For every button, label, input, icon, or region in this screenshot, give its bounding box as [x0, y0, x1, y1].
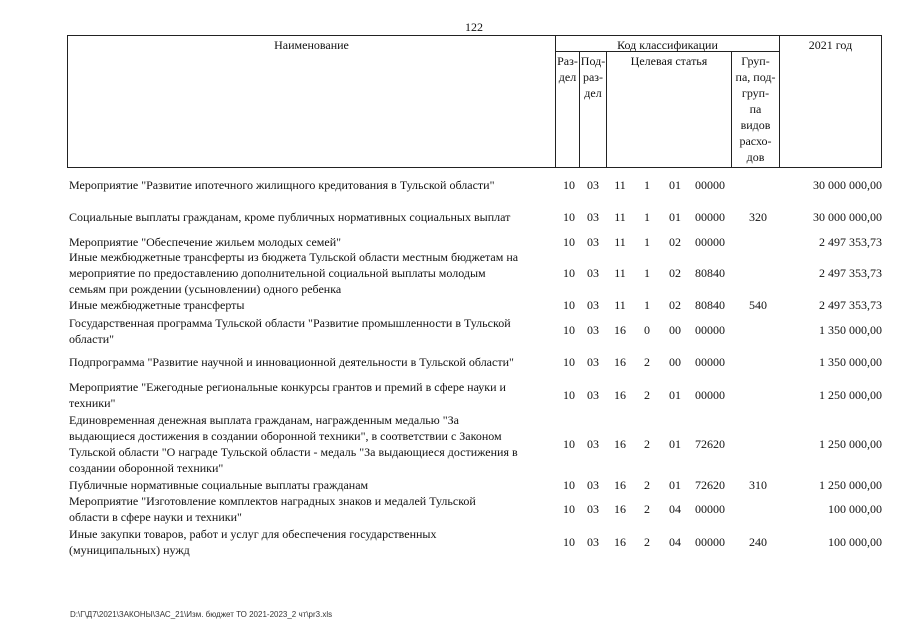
- cell-expense-group: 540: [749, 298, 767, 312]
- cell-target-event: 01: [669, 478, 681, 492]
- cell-target-direction: 00000: [695, 323, 725, 337]
- cell-razdel: 10: [563, 437, 575, 451]
- cell-podrazdel: 03: [587, 355, 599, 369]
- cell-podrazdel: 03: [587, 210, 599, 224]
- row-name: Мероприятие "Ежегодные региональные конкурсы грантов и премий в сфере науки и техники": [69, 380, 506, 410]
- cell-target-program: 16: [614, 355, 626, 369]
- cell-target-direction: 72620: [695, 437, 725, 451]
- header-bottom-border: [67, 167, 882, 168]
- cell-target-direction: 00000: [695, 355, 725, 369]
- row-name: Государственная программа Тульской области "Развитие промышленности в Тульской области": [69, 316, 511, 346]
- cell-target-event: 02: [669, 266, 681, 280]
- cell-target-direction: 00000: [695, 535, 725, 549]
- cell-target-subprogram: 1: [644, 298, 650, 312]
- cell-target-subprogram: 2: [644, 437, 650, 451]
- cell-razdel: 10: [563, 502, 575, 516]
- cell-podrazdel: 03: [587, 298, 599, 312]
- cell-target-direction: 72620: [695, 478, 725, 492]
- cell-target-direction: 00000: [695, 235, 725, 249]
- header-podrazdel: Под- раз- дел: [580, 54, 606, 100]
- file-path-footer: D:\Г\Д7\2021\ЗАКОНЫ\ЗАС_21\Изм. бюджет ТО 2021-2023_2 чт\pr3.xls: [70, 610, 333, 619]
- cell-razdel: 10: [563, 355, 575, 369]
- cell-amount: 30 000 000,00: [813, 178, 882, 192]
- cell-target-subprogram: 1: [644, 210, 650, 224]
- cell-target-event: 01: [669, 388, 681, 402]
- cell-podrazdel: 03: [587, 535, 599, 549]
- cell-target-subprogram: 1: [644, 178, 650, 192]
- cell-razdel: 10: [563, 478, 575, 492]
- row-name: Публичные нормативные социальные выплаты гражданам: [69, 478, 369, 492]
- cell-target-event: 01: [669, 210, 681, 224]
- cell-amount: 1 250 000,00: [819, 388, 882, 402]
- cell-target-event: 01: [669, 437, 681, 451]
- header-name: Наименование: [274, 38, 349, 52]
- cell-podrazdel: 03: [587, 502, 599, 516]
- cell-amount: 2 497 353,73: [819, 235, 882, 249]
- row-name: Подпрограмма "Развитие научной и инновационной деятельности в Тульской области": [69, 355, 514, 369]
- cell-razdel: 10: [563, 535, 575, 549]
- cell-target-program: 16: [614, 535, 626, 549]
- cell-target-subprogram: 2: [644, 478, 650, 492]
- cell-podrazdel: 03: [587, 266, 599, 280]
- cell-expense-group: 310: [749, 478, 767, 492]
- row-name: Мероприятие "Обеспечение жильем молодых семей": [69, 235, 342, 249]
- cell-target-program: 16: [614, 388, 626, 402]
- row-name: Единовременная денежная выплата гражданам, награжденным медалью "За выдающиеся достижения в создании оборонной техники", в соответствии с Законом Тульской области "О награде Тульской области - медаль "За выдающиеся достижения в создании оборонной техники": [69, 413, 518, 475]
- cell-target-program: 16: [614, 502, 626, 516]
- cell-target-subprogram: 2: [644, 502, 650, 516]
- cell-amount: 100 000,00: [828, 502, 882, 516]
- cell-razdel: 10: [563, 178, 575, 192]
- header-target: Целевая статья: [630, 54, 708, 68]
- cell-target-program: 16: [614, 437, 626, 451]
- header-group: Груп- па, под- груп- па видов расхо- дов: [735, 54, 776, 164]
- cell-target-event: 02: [669, 298, 681, 312]
- cell-razdel: 10: [563, 210, 575, 224]
- cell-target-program: 11: [614, 266, 626, 280]
- cell-amount: 1 250 000,00: [819, 437, 882, 451]
- cell-amount: 2 497 353,73: [819, 298, 882, 312]
- cell-target-subprogram: 2: [644, 388, 650, 402]
- cell-podrazdel: 03: [587, 235, 599, 249]
- header-razdel: Раз- дел: [557, 54, 578, 84]
- cell-target-program: 11: [614, 178, 626, 192]
- cell-target-event: 04: [669, 502, 681, 516]
- cell-target-direction: 80840: [695, 298, 725, 312]
- header-year: 2021 год: [808, 38, 853, 52]
- cell-target-direction: 80840: [695, 266, 725, 280]
- cell-podrazdel: 03: [587, 178, 599, 192]
- cell-amount: 1 350 000,00: [819, 355, 882, 369]
- cell-razdel: 10: [563, 323, 575, 337]
- row-name: Иные закупки товаров, работ и услуг для обеспечения государственных (муниципальных) нужд: [69, 527, 437, 557]
- row-name: Иные межбюджетные трансферты: [69, 298, 245, 312]
- cell-podrazdel: 03: [587, 437, 599, 451]
- cell-target-subprogram: 2: [644, 535, 650, 549]
- cell-amount: 100 000,00: [828, 535, 882, 549]
- cell-target-event: 00: [669, 355, 681, 369]
- row-name: Мероприятие "Развитие ипотечного жилищного кредитования в Тульской области": [69, 178, 495, 192]
- cell-podrazdel: 03: [587, 323, 599, 337]
- header-code-group: Код классификации: [617, 38, 718, 52]
- cell-razdel: 10: [563, 298, 575, 312]
- header-right-border: [881, 35, 882, 168]
- cell-amount: 1 350 000,00: [819, 323, 882, 337]
- cell-target-subprogram: 2: [644, 355, 650, 369]
- page-number: 122: [465, 20, 483, 34]
- cell-target-program: 11: [614, 235, 626, 249]
- cell-target-event: 04: [669, 535, 681, 549]
- cell-amount: 1 250 000,00: [819, 478, 882, 492]
- cell-podrazdel: 03: [587, 388, 599, 402]
- cell-target-program: 16: [614, 323, 626, 337]
- cell-target-subprogram: 1: [644, 235, 650, 249]
- cell-target-program: 16: [614, 478, 626, 492]
- cell-expense-group: 240: [749, 535, 767, 549]
- cell-target-subprogram: 1: [644, 266, 650, 280]
- cell-podrazdel: 03: [587, 478, 599, 492]
- cell-razdel: 10: [563, 388, 575, 402]
- cell-target-event: 00: [669, 323, 681, 337]
- cell-amount: 30 000 000,00: [813, 210, 882, 224]
- header-top-border: [67, 35, 882, 36]
- row-name: Мероприятие "Изготовление комплектов наградных знаков и медалей Тульской области в сфере науки и техники": [69, 494, 476, 524]
- cell-razdel: 10: [563, 235, 575, 249]
- cell-target-direction: 00000: [695, 178, 725, 192]
- cell-target-program: 11: [614, 298, 626, 312]
- cell-target-subprogram: 0: [644, 323, 650, 337]
- cell-expense-group: 320: [749, 210, 767, 224]
- cell-target-direction: 00000: [695, 210, 725, 224]
- row-name: Иные межбюджетные трансферты из бюджета Тульской области местным бюджетам на мероприятие по предоставлению дополнительной социальной выплаты молодым семьям при рождении (усыновлении) одного ребенка: [69, 250, 519, 296]
- cell-amount: 2 497 353,73: [819, 266, 882, 280]
- cell-target-event: 01: [669, 178, 681, 192]
- row-name: Социальные выплаты гражданам, кроме публичных нормативных социальных выплат: [69, 210, 511, 224]
- header-left-border: [67, 35, 68, 168]
- cell-target-direction: 00000: [695, 388, 725, 402]
- cell-target-program: 11: [614, 210, 626, 224]
- cell-razdel: 10: [563, 266, 575, 280]
- cell-target-event: 02: [669, 235, 681, 249]
- divider-year: [779, 35, 780, 168]
- cell-target-direction: 00000: [695, 502, 725, 516]
